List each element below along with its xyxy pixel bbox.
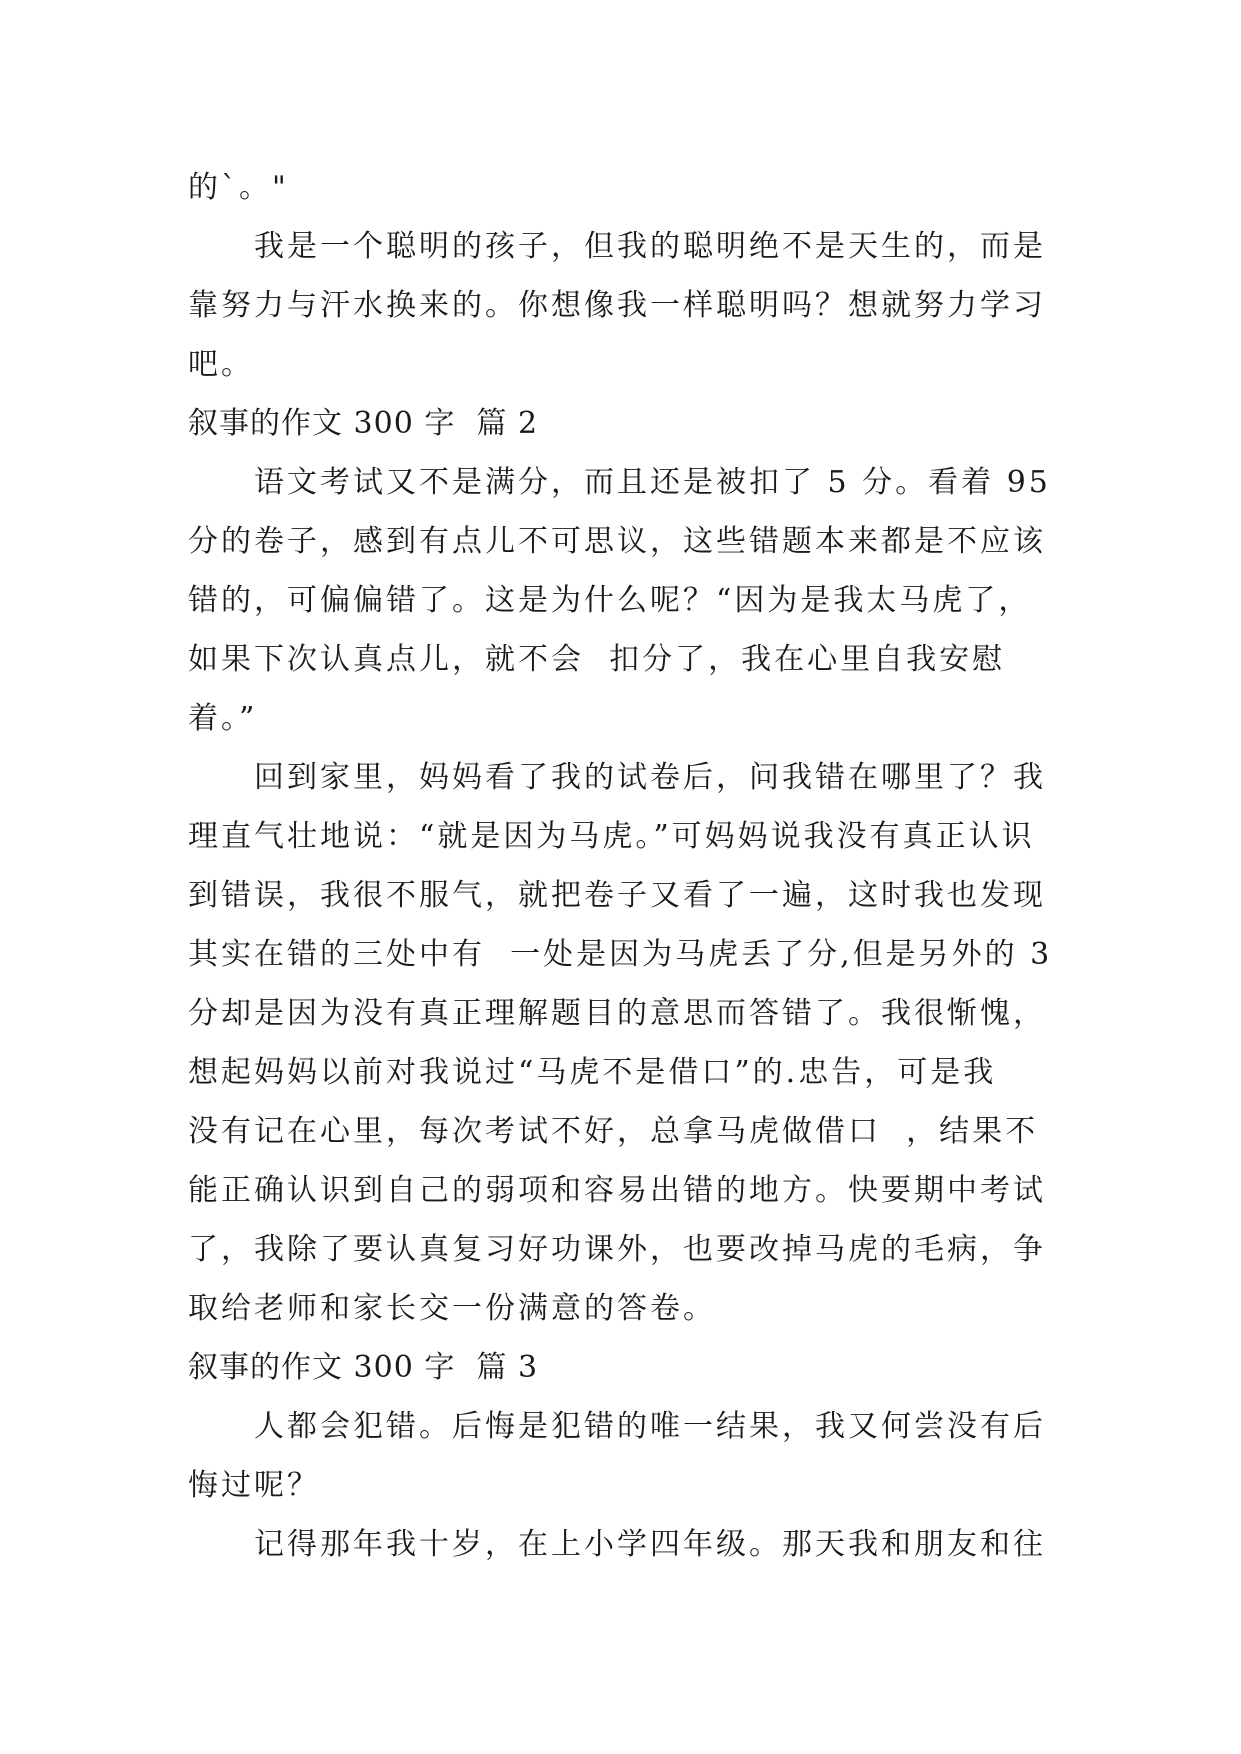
text-line: 吧。 bbox=[188, 347, 254, 382]
paragraph-0 bbox=[188, 158, 1058, 217]
document-page bbox=[188, 158, 1058, 1574]
paragraph-3 bbox=[188, 453, 1058, 748]
text-line: 了，我除了要认真复习好功课外，也要改掉马虎的毛病，争 bbox=[188, 1232, 1046, 1267]
section-heading: 叙事的作文 300 字 篇 2 bbox=[188, 406, 539, 441]
text-line: 悔过呢？ bbox=[188, 1468, 320, 1503]
paragraph-1 bbox=[188, 217, 1058, 394]
text-line: 取给老师和家长交一份满意的答卷。 bbox=[188, 1291, 716, 1326]
text-line: 能正确认识到自己的弱项和容易出错的地方。快要期中考试 bbox=[188, 1173, 1046, 1208]
text-line: 想起妈妈以前对我说过“马虎不是借口”的.忠告，可是我 bbox=[188, 1055, 997, 1090]
text-line: 错的，可偏偏错了。这是为什么呢？“因为是我太马虎了， bbox=[188, 583, 1032, 618]
text-line: 的`。" bbox=[188, 170, 289, 205]
paragraph-7 bbox=[188, 1515, 1058, 1574]
text-line: 如果下次认真点儿，就不会 扣分了，我在心里自我安慰 bbox=[188, 642, 1006, 677]
text-line: 人都会犯错。后悔是犯错的唯一结果，我又何尝没有后 bbox=[254, 1409, 1046, 1444]
text-line: 到错误，我很不服气，就把卷子又看了一遍，这时我也发现 bbox=[188, 878, 1046, 913]
text-line: 语文考试又不是满分，而且还是被扣了 5 分。看着 95 bbox=[254, 465, 1051, 500]
text-line: 理直气壮地说：“就是因为马虎。”可妈妈说我没有真正认识 bbox=[188, 819, 1035, 854]
text-line: 没有记在心里，每次考试不好，总拿马虎做借口 ，结果不 bbox=[188, 1114, 1039, 1149]
text-line: 记得那年我十岁，在上小学四年级。那天我和朋友和往 bbox=[254, 1527, 1046, 1562]
paragraph-4 bbox=[188, 748, 1058, 1338]
section-heading-2 bbox=[188, 394, 1058, 453]
section-heading: 叙事的作文 300 字 篇 3 bbox=[188, 1350, 539, 1385]
text-line: 其实在错的三处中有 一处是因为马虎丢了分,但是另外的 3 bbox=[188, 937, 1053, 972]
text-line: 我是一个聪明的孩子，但我的聪明绝不是天生的，而是 bbox=[254, 229, 1046, 264]
paragraph-6 bbox=[188, 1397, 1058, 1515]
text-line: 分却是因为没有真正理解题目的意思而答错了。我很惭愧， bbox=[188, 996, 1046, 1031]
text-line: 着。” bbox=[188, 701, 258, 736]
text-line: 回到家里，妈妈看了我的试卷后，问我错在哪里了？我 bbox=[254, 760, 1046, 795]
section-heading-3 bbox=[188, 1338, 1058, 1397]
text-line: 分的卷子，感到有点儿不可思议，这些错题本来都是不应该 bbox=[188, 524, 1046, 559]
text-line: 靠努力与汗水换来的。你想像我一样聪明吗？想就努力学习 bbox=[188, 288, 1046, 323]
